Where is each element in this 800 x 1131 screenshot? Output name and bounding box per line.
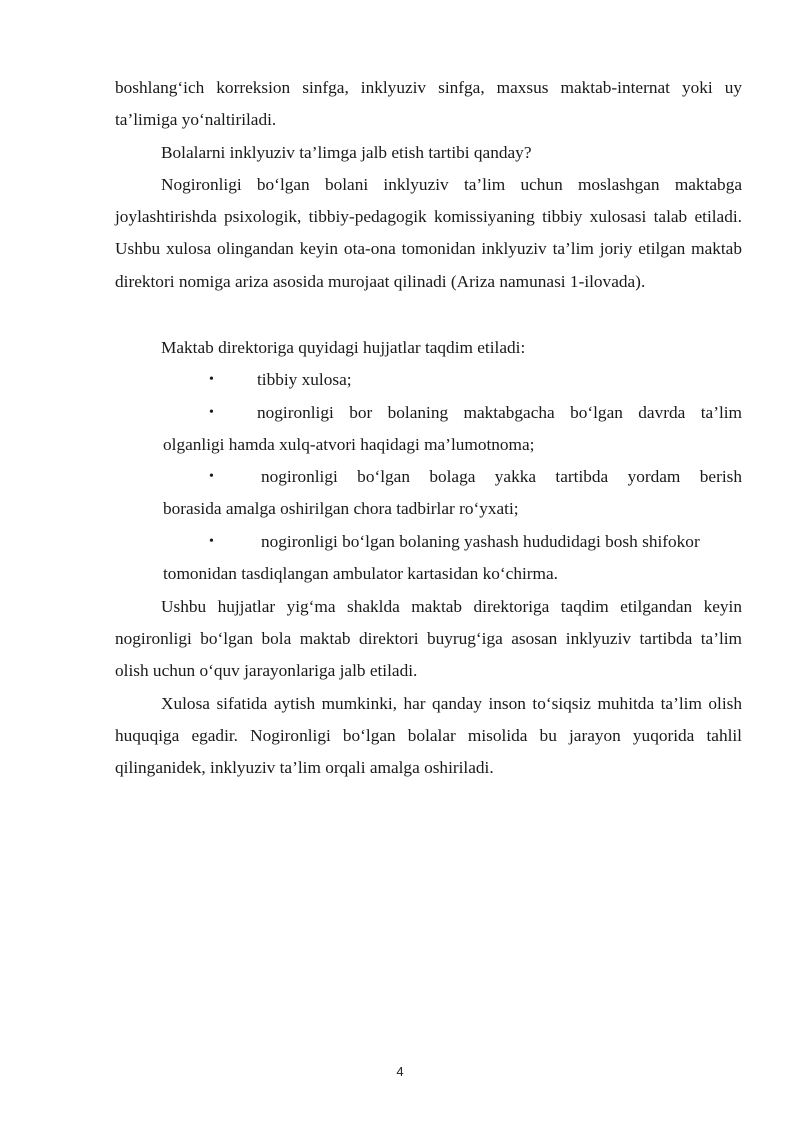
paragraph-conclusion: Xulosa sifatida aytish mumkinki, har qanday inson to‘siqsiz muhitda ta’lim olish huquqiga egadir. Nogironligi bo‘lgan bolalar misolida bu jarayon yuqorida tahlil qilinganidek, inklyuziv ta’lim orqali amalga oshiriladi. bbox=[115, 694, 742, 778]
bullet-icon: • bbox=[209, 534, 214, 549]
paragraph-continuation: boshlang‘ich korreksion sinfga, inklyuziv sinfga, maxsus maktab-internat yoki uy ta’limiga yo‘naltiriladi. bbox=[115, 78, 742, 130]
bullet-text-line2: olganligi hamda xulq-atvori haqidagi ma’lumotnoma; bbox=[163, 435, 535, 455]
bullet-icon: • bbox=[209, 405, 214, 420]
paragraph-documents-intro: Maktab direktoriga quyidagi hujjatlar taqdim etiladi: bbox=[161, 338, 526, 357]
bullet-icon: • bbox=[209, 469, 214, 484]
bullet-text-line1: nogironligi bor bolaning maktabgacha bo‘lgan davrda ta’lim bbox=[257, 403, 742, 422]
bullet-text-line1: nogironligi bo‘lgan bolaning yashash hududidagi bosh shifokor bbox=[261, 532, 700, 551]
bullet-text-line2: borasida amalga oshirilgan chora tadbirlar ro‘yxati; bbox=[163, 499, 519, 519]
bullet-item-4 bbox=[163, 526, 742, 590]
bullet-text: tibbiy xulosa; bbox=[257, 370, 352, 389]
bullet-icon: • bbox=[209, 372, 214, 387]
bullet-item-1 bbox=[163, 364, 742, 396]
bullet-item-2 bbox=[163, 397, 742, 461]
bullet-text-line2: tomonidan tasdiqlangan ambulator kartasidan ko‘chirma. bbox=[163, 564, 558, 584]
paragraph-question: Bolalarni inklyuziv ta’limga jalb etish tartibi qanday? bbox=[161, 143, 532, 162]
bullet-item-3 bbox=[163, 461, 742, 525]
paragraph-requirements: Nogironligi bo‘lgan bolani inklyuziv ta’lim uchun moslashgan maktabga joylashtirishda psixologik, tibbiy-pedagogik komissiyaning tibbiy xulosasi talab etiladi. Ushbu xulosa olingandan keyin ota-ona tomonidan inklyuziv ta’lim joriy etilgan maktab direktori nomiga ariza asosida murojaat qilinadi (Ariza namunasi 1-ilovada). bbox=[115, 175, 742, 291]
bullet-text-line1: nogironligi bo‘lgan bolaga yakka tartibda yordam berish bbox=[261, 467, 742, 486]
paragraph-enrollment: Ushbu hujjatlar yig‘ma shaklda maktab direktoriga taqdim etilgandan keyin nogironligi bo‘lgan bola maktab direktori buyrug‘iga asosan inklyuziv tartibda ta’lim olish uchun o‘quv jarayonlariga jalb etiladi. bbox=[115, 597, 742, 681]
page-number: 4 bbox=[396, 1064, 404, 1079]
